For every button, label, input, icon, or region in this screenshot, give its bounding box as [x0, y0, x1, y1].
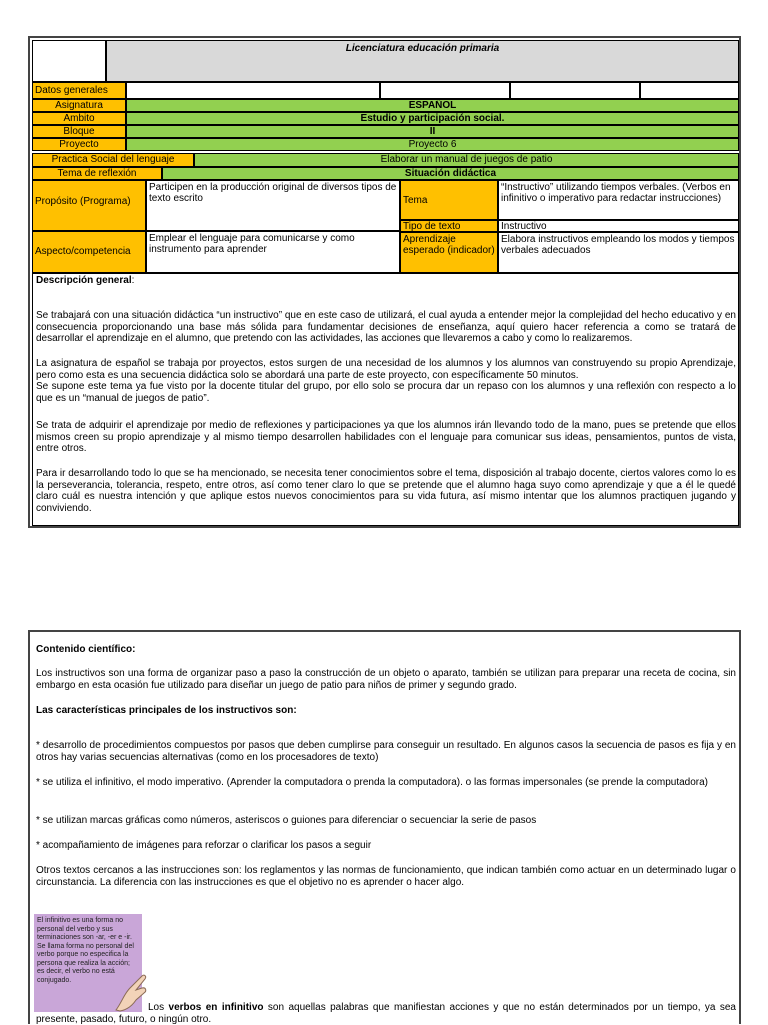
- ambito-value: Estudio y participación social.: [126, 112, 739, 125]
- page-1: [28, 36, 741, 528]
- infinitivo-paragraph: [36, 1002, 736, 1025]
- datos-generales-label: Datos generales: [32, 82, 126, 99]
- caracteristica-1: * desarrollo de procedimientos compuestos por pasos que deben cumplirse para conseguir un resultado. En algunos casos la secuencia de pasos es fija y en otros hay varias secuencias alternativas (como en los procesadores de texto): [36, 740, 736, 763]
- tipo-texto-value: Instructivo: [498, 220, 739, 232]
- caracteristica-4: * acompañamiento de imágenes para reforzar o clarificar los pasos a seguir: [36, 840, 372, 851]
- caracteristicas-heading: Las características principales de los instructivos son:: [36, 705, 297, 716]
- infinitivo-note: El infinitivo es una forma no personal del verbo y sus terminaciones son -ar, -er e -ir. Se llama forma no personal del verbo porque no especifica la persona que realiza la acción; es decir, el verbo no está conjugado.: [34, 914, 142, 1012]
- descripcion-p5: Para ir desarrollando todo lo que se ha mencionado, se necesita tener conocimientos sobre el tema, disposición al trabajo docente, ciertos valores como lo es la perseverancia, tolerancia, respeto, entre otros, así como tener claro lo que se pretende que el alumno haga suyo como aprendizaje y que a él le quedé claro cuál es nuestra intención y que aplique estos nuevos conocimientos para su vida futura, así mismo intentar que los alumnos practiquen jugando y conviviendo.: [36, 468, 736, 514]
- tema-reflexion-label: Tema de reflexión: [32, 167, 162, 180]
- ambito-label: Ambito: [32, 112, 126, 125]
- proyecto-label: Proyecto: [32, 138, 126, 151]
- tema-value: “Instructivo” utilizando tiempos verbales. (Verbos en infinitivo o imperativo para redactar instrucciones): [498, 180, 739, 220]
- tema-label: Tema: [400, 180, 498, 220]
- proyecto-value: Proyecto 6: [126, 138, 739, 151]
- descripcion-p2: La asignatura de español se trabaja por proyectos, estos surgen de una necesidad de los alumnos y los alumnos van construyendo su propio Aprendizaje, pero como esta es una secuencia didáctica solo se abordará una parte de este proyecto, con específicamente 50 minutos.: [36, 358, 736, 381]
- descripcion-p4: Se trata de adquirir el aprendizaje por medio de reflexiones y participaciones ya que los alumnos irán llevando todo de la mano, pues se pretende que ellos mismos creen su propio aprendizaje y al mismo tiempo desarrollen habilidades con el lenguaje para comunicar sus ideas, pensamientos, puntos de vista, entre otros.: [36, 420, 736, 454]
- aprendizaje-value: Elabora instructivos empleando los modos y tiempos verbales adecuados: [498, 232, 739, 273]
- bloque-label: Bloque: [32, 125, 126, 138]
- datos-cell-1: [126, 82, 380, 99]
- page-title: Licenciatura educación primaria: [106, 40, 739, 82]
- datos-cell-3: [510, 82, 640, 99]
- caracteristica-2: * se utiliza el infinitivo, el modo imperativo. (Aprender la computadora o prenda la computadora). o las formas impersonales (se prende la computadora): [36, 777, 709, 788]
- bloque-value: II: [126, 125, 739, 138]
- descripcion-heading: Descripción general:: [36, 275, 135, 286]
- aspecto-label: Aspecto/competencia: [32, 231, 146, 273]
- contenido-p2: Otros textos cercanos a las instrucciones son: los reglamentos y las normas de funcionamiento, que indican también como actuar en un determinado lugar o circunstancia. La diferencia con las instrucciones es que el objetivo no es aprender o hacer algo.: [36, 865, 736, 888]
- practica-value: Elaborar un manual de juegos de patio: [194, 153, 739, 167]
- infinitivo-pre: Los: [148, 1002, 169, 1013]
- logo-cell: [32, 40, 106, 82]
- proposito-label: Propósito (Programa): [32, 180, 146, 231]
- descripcion-heading-text: Descripción general: [36, 275, 132, 286]
- caracteristica-3: * se utilizan marcas gráficas como números, asteriscos o guiones para diferenciar o secuenciar la serie de pasos: [36, 815, 537, 826]
- proposito-value: Participen en la producción original de diversos tipos de texto escrito: [146, 180, 400, 231]
- asignatura-value: ESPAÑOL: [126, 99, 739, 112]
- infinitivo-post: son aquellas palabras que manifiestan acciones y que no están determinados por un tiempo, ya sea presente, pasado, futuro, o ningún otro.: [36, 1002, 736, 1025]
- descripcion-p1: Se trabajará con una situación didáctica “un instructivo” que en este caso de utilizará, el cual ayuda a entender mejor la complejidad del hecho educativo y en consecuencia proporcionando una base más sólida para fundamentar decisiones de enseñanza, aquí quiero hacer referencia a como se tratará de desarrollar el aprendizaje en el alumno, que pretendo con las actividades, las acciones que llevaremos a cabo y como lo realizaremos.: [36, 310, 736, 344]
- tema-reflexion-value: Situación didáctica: [162, 167, 739, 180]
- infinitivo-bold: verbos en infinitivo: [168, 1002, 264, 1013]
- aspecto-value: Emplear el lenguaje para comunicarse y como instrumento para aprender: [146, 231, 400, 273]
- asignatura-label: Asignatura: [32, 99, 126, 112]
- page-2: [28, 630, 741, 1024]
- datos-cell-4: [640, 82, 739, 99]
- practica-label: Practica Social del lenguaje: [32, 153, 194, 167]
- aprendizaje-label: Aprendizaje esperado (indicador): [400, 232, 498, 273]
- contenido-p1: Los instructivos son una forma de organizar paso a paso la construcción de un objeto o aparato, también se utilizan para preparar una receta de cocina, sin embargo en esta ocasión fue utilizado para diseñar un juego de patio para niños de primer y segundo grado.: [36, 668, 736, 691]
- descripcion-p3: Se supone este tema ya fue visto por la docente titular del grupo, por ello solo se procura dar un repaso con los alumnos y una reflexión con respecto a lo que es un “manual de juegos de patio”.: [36, 381, 736, 404]
- tipo-texto-label: Tipo de texto: [400, 220, 498, 232]
- datos-cell-2: [380, 82, 510, 99]
- contenido-heading: Contenido científico:: [36, 644, 136, 655]
